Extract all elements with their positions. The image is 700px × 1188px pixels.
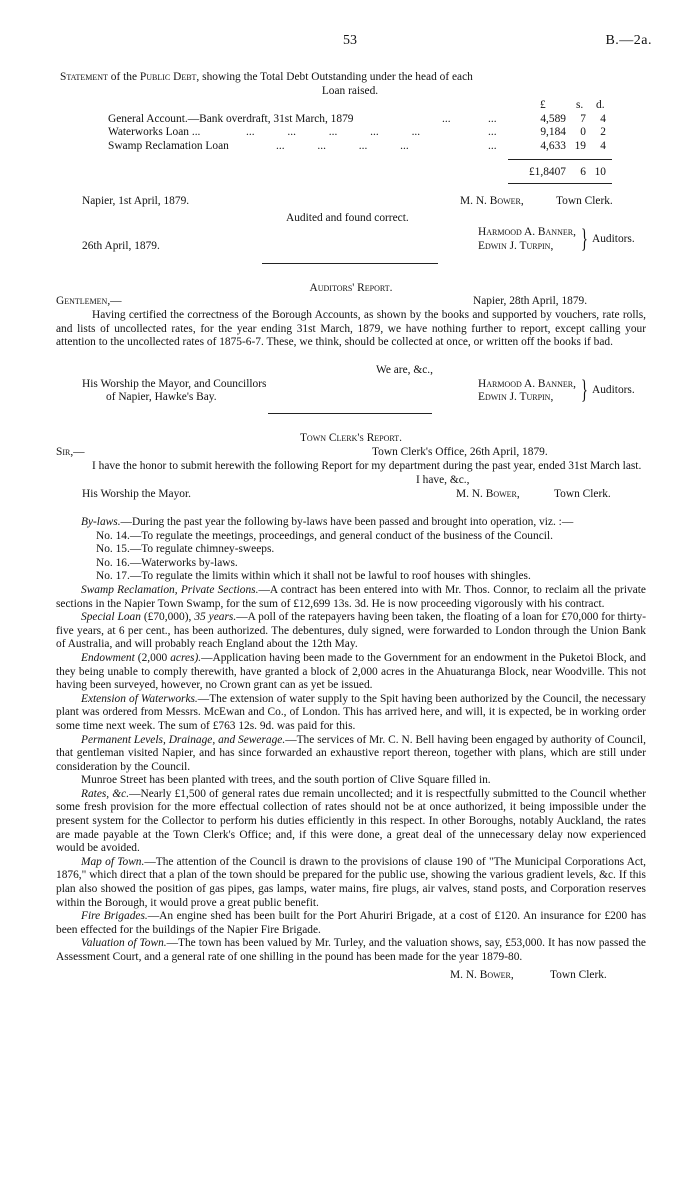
total-rule-bottom — [508, 183, 612, 184]
valuation-paragraph: Valuation of Town.—The town has been valued by Mr. Turley, and the valuation shows, say, £53,000. It has now passed the Assessment Court, and a general rate of one shilling in the pound has been made for the year 1879-80. — [56, 937, 646, 963]
audit-block — [82, 226, 648, 253]
final-signer-title: Town Clerk. — [550, 968, 607, 981]
debt-row: General Account.—Bank overdraft, 31st March, 1879 ... ... 4,589 7 4 — [108, 112, 606, 125]
col-pounds: £ — [540, 99, 546, 111]
clerk-have: I have, &c., — [416, 474, 470, 486]
total-shillings: 6 — [580, 166, 586, 178]
clerk-intro: I have the honor to submit herewith the following Report for my department during the past year, ended 31st March last. — [92, 460, 642, 472]
auditors-report-salutation-row — [56, 295, 646, 309]
statement-title — [60, 71, 640, 98]
total-pence: 10 — [594, 166, 606, 178]
auditors-report-title: Auditors' Report. — [309, 282, 393, 294]
map-paragraph: Map of Town.—The attention of the Council is drawn to the provisions of clause 190 of "The Municipal Corporations Act, 1876," which direct that a plan of the town should be prepared for the public use, showing the various gradient levels, &c. If this plan also showed the position of gas pipes, gas lamps, water mains, fire plugs, air valves, stand posts, and Corporation reserves within the Borough, it would prove a great public benefit. — [56, 855, 646, 909]
bylaw-item: No. 15.—To regulate chimney-sweeps. — [96, 543, 275, 556]
section-divider — [262, 263, 438, 264]
statement-title-lead: Statement — [60, 71, 108, 83]
page-number: 53 — [343, 33, 357, 48]
audited-note: Audited and found correct. — [286, 212, 409, 224]
col-pence: d. — [596, 99, 605, 111]
loan-paragraph: Special Loan (£70,000), 35 years.—A poll of the ratepayers having been taken, the floating of a loan for £70,000 for thirty-five years, at 6 per cent., has been authorized. The debentures, duly signed, were forwarded to London through the Union Bank of Australia, and will probably reach England about the 12th May. — [56, 611, 646, 651]
fire-paragraph: Fire Brigades.—An engine shed has been built for the Port Ahuriri Brigade, at a cost of £120. An insurance for £200 has been effected for the buildings of the Napier Fire Brigade. — [56, 910, 647, 936]
auditors-label: Auditors. — [592, 233, 635, 245]
total-pounds: £1,8407 — [528, 166, 566, 178]
clerk-report-title: Town Clerk's Report. — [299, 432, 403, 444]
munroe-paragraph: Munroe Street has been planted with trees, and the south portion of Clive Square filled in. — [81, 774, 491, 787]
clerk-signer-title: Town Clerk. — [554, 487, 611, 500]
report-auditors-brace: } — [581, 375, 588, 404]
debt-table — [108, 99, 608, 153]
final-signature — [56, 969, 646, 983]
bylaws-paragraph: By-laws.—During the past year the following by-laws have been passed and brought into operation, viz. :— — [81, 516, 574, 528]
signer-name: M. N. Bower, — [460, 195, 524, 207]
clerk-signer-name: M. N. Bower, — [456, 487, 520, 500]
clerk-signoff — [82, 474, 648, 501]
endowment-paragraph: Endowment (2,000 acres).—Application having been made to the Government for an endowment in the Puketoi Block, and they being unable to comply therewith, have granted a block of 2,000 acres in the Ahuaturanga Block, near Woodville. This not having been surveyed, however, no Crown grant can as yet be issued. — [56, 651, 646, 692]
clerk-addressee: His Worship the Mayor. — [82, 487, 191, 500]
debt-row: Waterworks Loan ... ... ... ... ... ... ... 9,184 0 2 — [108, 126, 606, 139]
signer-title: Town Clerk. — [556, 195, 613, 207]
waterworks-paragraph: Extension of Waterworks.—The extension of water supply to the Spit having been authorized by the Council, the necessary plant was ordered from Messrs. McEwan and Co., of London. This has arrived here, and will, it is expected, be in working order some time next week. The sum of £763 12s. 9d. was paid for this. — [56, 692, 646, 732]
auditors-salutation: Gentlemen,— — [56, 295, 122, 307]
section-divider-2 — [268, 413, 432, 414]
swamp-paragraph: Swamp Reclamation, Private Sections.—A contract has been entered into with Mr. Thos. Connor, to reclaim all the private sections in the Napier Town Swamp, for the sum of £12,699 13s. 3d. He is now proceeding vigorously with his contract. — [56, 583, 646, 610]
auditor-1: Harmood A. Banner, — [478, 226, 576, 238]
auditors-closing: We are, &c., — [376, 364, 433, 376]
auditors-closing-block — [82, 364, 648, 405]
auditors-report-body: Having certified the correctness of the Borough Accounts, as shown by the books and supported by vouchers, rate rolls, and lists of uncollected rates, for the year ending 31st March, 1879, we have nothing further to report, except calling your attention to the uncollected rates of 1875-6-7. These, we think, should be collected at once, or written off the books if bad. — [56, 309, 646, 349]
rates-paragraph: Rates, &c.—Nearly £1,500 of general rates due remain uncollected; and it is respectfully submitted to the Council whether some fresh provision for the more effectual collection of rates should not be at once authorized, it being impossible under the present system for the Collector to perform his duties efficiently in this respect. In other Boroughs, notably Auckland, the rates are made payable at the Town Clerk's Office; and, if this were done, a great deal of the unnecessary delay now experienced would be avoided. — [56, 787, 647, 855]
auditors-brace: } — [581, 224, 588, 253]
audit-date: 26th April, 1879. — [82, 239, 160, 252]
statement-signature — [82, 195, 648, 209]
clerk-report-body — [56, 516, 646, 982]
debt-row: Swamp Reclamation Loan ... ... ... ... ... 4,633 19 4 — [108, 139, 606, 152]
clerk-salutation-row — [56, 446, 646, 460]
addressee-2: of Napier, Hawke's Bay. — [106, 391, 217, 404]
statement-title-caps: Public Debt, — [139, 71, 200, 83]
bylaw-item: No. 14.—To regulate the meetings, proceedings, and general conduct of the business of the Council. — [96, 529, 553, 542]
col-shillings: s. — [576, 99, 584, 111]
debt-table-header — [108, 99, 608, 113]
addressee-1: His Worship the Mayor, and Councillors — [82, 377, 267, 390]
statement-title-mid: of the — [110, 71, 138, 83]
report-auditor-2: Edwin J. Turpin, — [478, 391, 554, 404]
report-auditors-label: Auditors. — [592, 384, 635, 396]
statement-title-rest: showing the Total Debt Outstanding under the head of each — [202, 71, 473, 83]
auditors-place-date: Napier, 28th April, 1879. — [473, 295, 588, 307]
auditor-2: Edwin J. Turpin, — [478, 239, 554, 252]
clerk-salutation: Sir,— — [56, 446, 85, 458]
levels-paragraph: Permanent Levels, Drainage, and Sewerage.—The services of Mr. C. N. Bell having been engaged by authority of Council, that gentleman visited Napier, and has since forwarded an exhaustive report thereon, together with plans, which are still under consideration by the Council. — [56, 733, 646, 773]
total-rule-top — [508, 159, 612, 160]
final-signer-name: M. N. Bower, — [450, 968, 514, 981]
bylaws-heading: By-laws. — [81, 516, 121, 528]
debt-total — [108, 166, 608, 180]
bylaw-item: No. 16.—Waterworks by-laws. — [96, 556, 238, 569]
statement-date: Napier, 1st April, 1879. — [82, 195, 190, 207]
report-auditor-1: Harmood A. Banner, — [478, 377, 576, 390]
document-reference: B.—2a. — [605, 33, 652, 48]
clerk-office-date: Town Clerk's Office, 26th April, 1879. — [372, 446, 548, 458]
bylaw-item: No. 17.—To regulate the limits within which it shall not be lawful to roof houses with shingles. — [96, 570, 531, 583]
statement-title-line2: Loan raised. — [321, 84, 379, 97]
